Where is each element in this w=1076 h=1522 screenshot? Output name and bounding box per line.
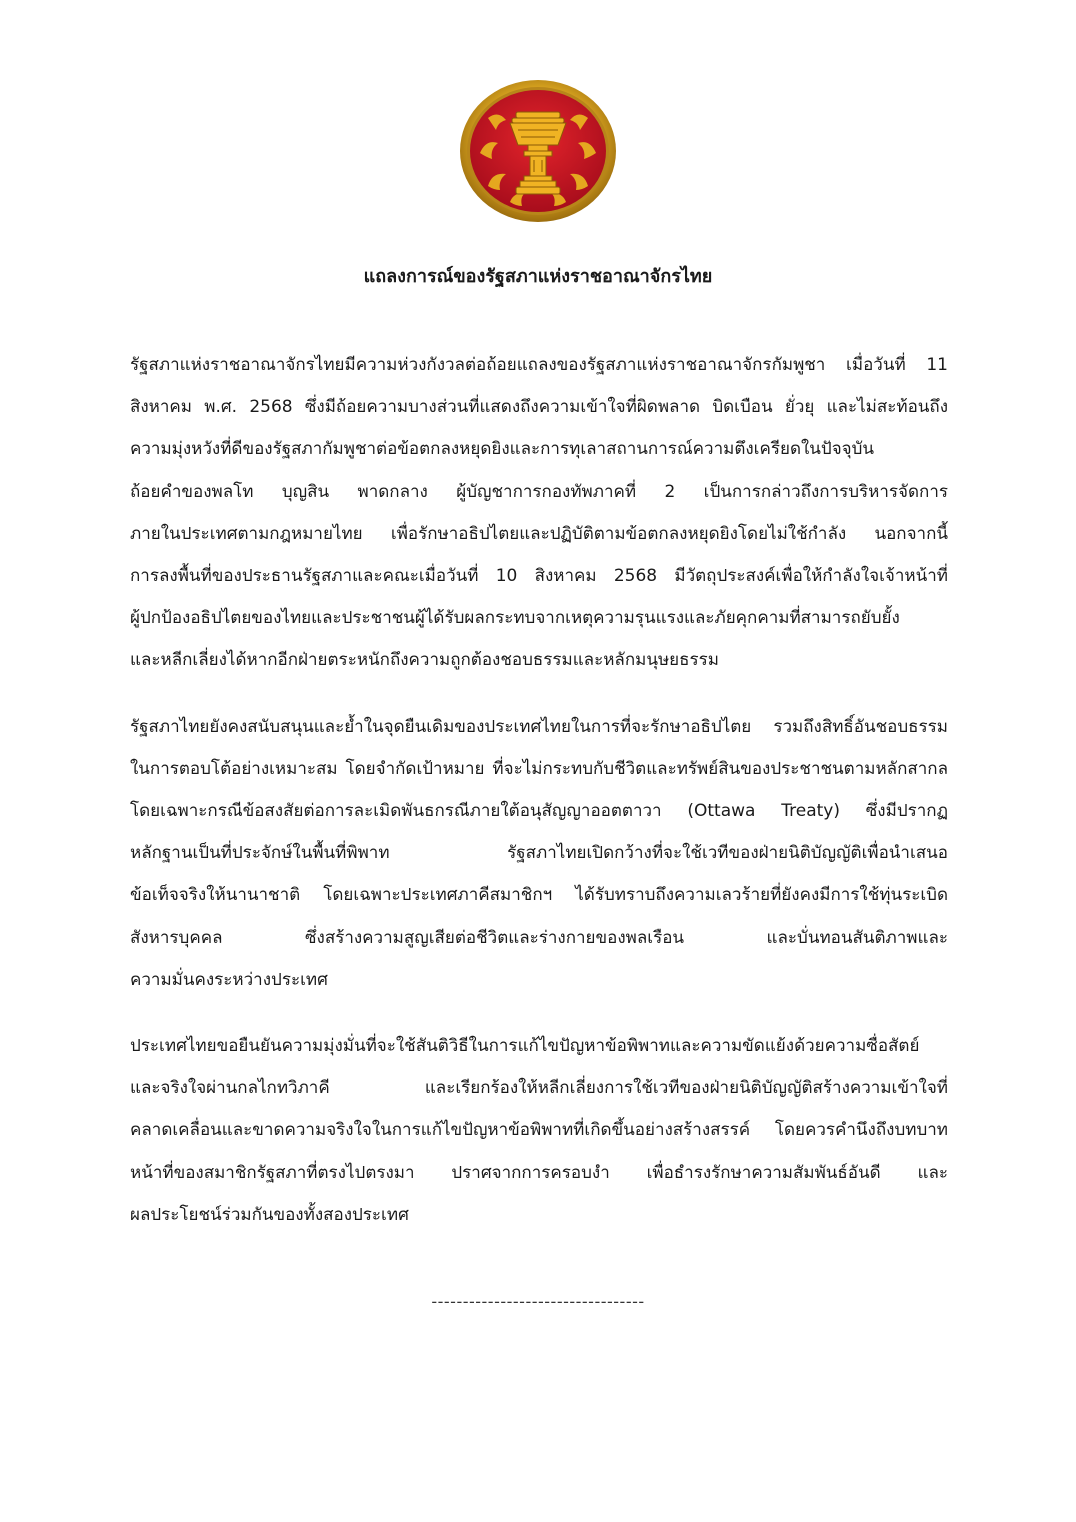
text-line: คลาดเคลื่อนและขาดความจริงใจในการแก้ไขปัญหาข้อพิพาทที่เกิดขึ้นอย่างสร้างสรรค์ โดยควรคำนึงถึงบทบาท [130, 1120, 948, 1141]
text-line: การลงพื้นที่ของประธานรัฐสภาและคณะเมื่อวันที่ 10 สิงหาคม 2568 มีวัตถุประสงค์เพื่อให้กำลังใจเจ้าหน้าที่ [130, 566, 948, 587]
text-line: สิงหาคม พ.ศ. 2568 ซึ่งมีถ้อยความบางส่วนที่แสดงถึงความเข้าใจที่ผิดพลาด บิดเบือน ยั่วยุ และไม่สะท้อนถึง [130, 397, 948, 418]
text-line: ผลประโยชน์ร่วมกันของทั้งสองประเทศ [130, 1204, 409, 1225]
paragraph-1 [130, 344, 948, 682]
text-line: ความมั่นคงระหว่างประเทศ [130, 969, 328, 990]
document-body [130, 344, 948, 1260]
document-title: แถลงการณ์ของรัฐสภาแห่งราชอาณาจักรไทย [363, 266, 713, 287]
text-line: และจริงใจผ่านกลไกทวิภาคี และเรียกร้องให้หลีกเลี่ยงการใช้เวทีของฝ่ายนิติบัญญัติสร้างความเข้าใจที่ [130, 1078, 948, 1099]
text-line: ภายในประเทศตามกฎหมายไทย เพื่อรักษาอธิปไตยและปฏิบัติตามข้อตกลงหยุดยิงโดยไม่ใช้กำลัง นอกจากนี้ [130, 523, 948, 544]
text-line: โดยเฉพาะกรณีข้อสงสัยต่อการละเมิดพันธกรณีภายใต้อนุสัญญาออตตาวา (Ottawa Treaty) ซึ่งมีปรากฏ [130, 801, 948, 822]
end-divider: ---------------------------------- [431, 1292, 645, 1311]
text-line: ถ้อยคำของพลโท บุญสิน พาดกลาง ผู้บัญชาการกองทัพภาคที่ 2 เป็นการกล่าวถึงการบริหารจัดการ [130, 481, 948, 502]
text-line: รัฐสภาไทยยังคงสนับสนุนและย้ำในจุดยืนเดิมของประเทศไทยในการที่จะรักษาอธิปไตย รวมถึงสิทธิ์อันชอบธรรม [130, 716, 948, 737]
parliament-emblem-icon [458, 78, 618, 224]
text-line: สังหารบุคคล ซึ่งสร้างความสูญเสียต่อชีวิตและร่างกายของพลเรือน และบั่นทอนสันติภาพและ [130, 927, 948, 948]
text-line: หน้าที่ของสมาชิกรัฐสภาที่ตรงไปตรงมา ปราศจากการครอบงำ เพื่อธำรงรักษาความสัมพันธ์อันดี และ [130, 1162, 948, 1183]
text-line: ข้อเท็จจริงให้นานาชาติ โดยเฉพาะประเทศภาคีสมาชิกฯ ได้รับทราบถึงความเลวร้ายที่ยังคงมีการใช้ทุ่นระเบิด [130, 885, 948, 906]
text-line: ผู้ปกป้องอธิปไตยของไทยและประชาชนผู้ได้รับผลกระทบจากเหตุความรุนแรงและภัยคุกคามที่สามารถยับยั้ง [130, 608, 900, 629]
paragraph-3 [130, 1025, 948, 1236]
text-line: ประเทศไทยขอยืนยันความมุ่งมั่นที่จะใช้สันติวิธีในการแก้ไขปัญหาข้อพิพาทและความขัดแย้งด้วยความซื่อสัตย์ [130, 1036, 920, 1057]
text-line: ความมุ่งหวังที่ดีของรัฐสภากัมพูชาต่อข้อตกลงหยุดยิงและการทุเลาสถานการณ์ความตึงเครียดในปัจจุบัน [130, 439, 875, 460]
text-line: ในการตอบโต้อย่างเหมาะสม โดยจำกัดเป้าหมาย ที่จะไม่กระทบกับชีวิตและทรัพย์สินของประชาชนตามหลักสากล [130, 758, 948, 779]
paragraph-2 [130, 706, 948, 1001]
text-line: รัฐสภาแห่งราชอาณาจักรไทยมีความห่วงกังวลต่อถ้อยแถลงของรัฐสภาแห่งราชอาณาจักรกัมพูชา เมื่อวันที่ 11 [130, 355, 948, 375]
text-line: และหลีกเลี่ยงได้หากอีกฝ่ายตระหนักถึงความถูกต้องชอบธรรมและหลักมนุษยธรรม [130, 650, 719, 671]
text-line: หลักฐานเป็นที่ประจักษ์ในพื้นที่พิพาท รัฐสภาไทยเปิดกว้างที่จะใช้เวทีของฝ่ายนิติบัญญัติเพื่อนำเสนอ [130, 843, 948, 864]
